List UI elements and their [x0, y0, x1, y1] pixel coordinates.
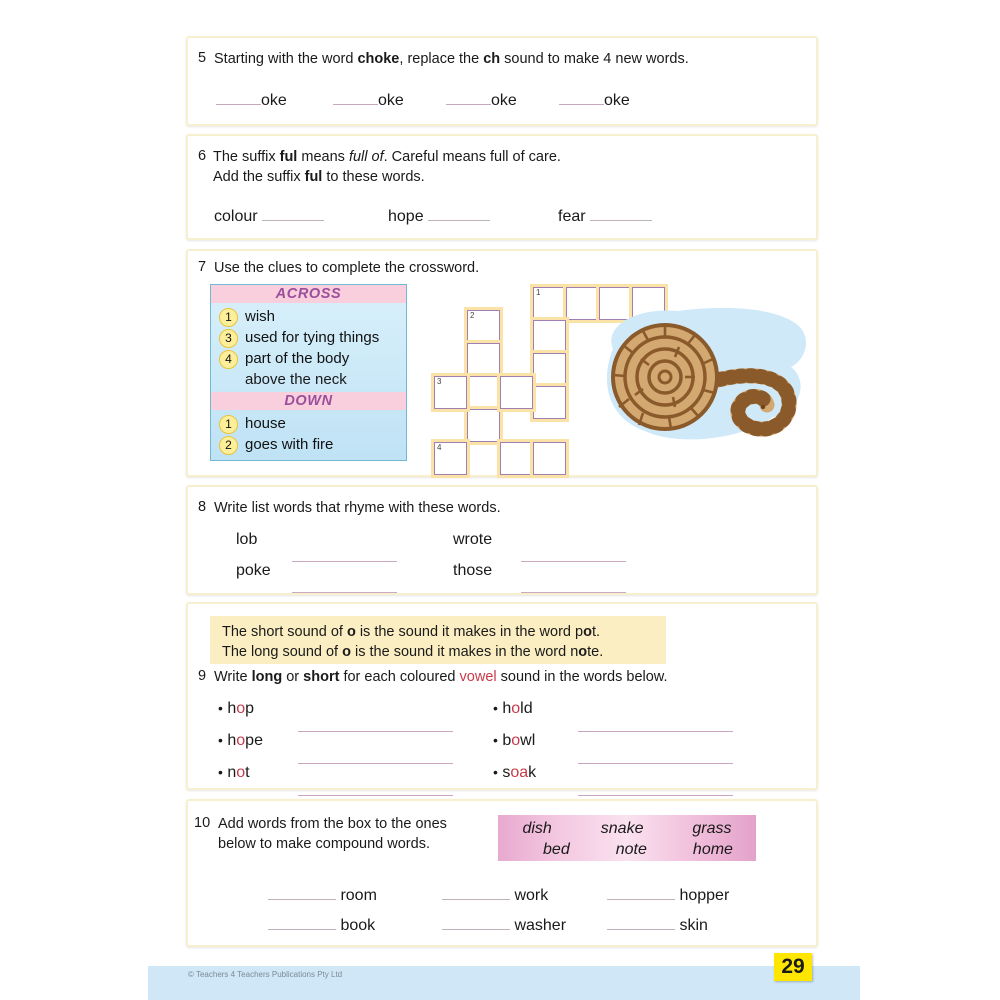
crossword-clue-panel [210, 284, 407, 461]
q6-l2-b: to these words. [322, 169, 425, 185]
q5-prompt-part2: , replace the [399, 51, 484, 67]
q8-item-wrote [453, 531, 492, 549]
q9-prompt-b: or [282, 669, 304, 685]
q9-word-vowel: vowel [459, 669, 497, 685]
q9-bowl-vowel: o [511, 732, 521, 749]
q9-hold-post: ld [520, 700, 533, 717]
q6-word-fear: fear [558, 208, 586, 225]
q9-blank-right-2[interactable] [578, 749, 733, 764]
q9-not-post: t [245, 764, 250, 781]
q10-item-book [268, 915, 375, 935]
question-6-box [186, 134, 818, 240]
q9-hop-vowel: o [236, 700, 246, 717]
question-6-prompt-line1 [213, 148, 561, 167]
question-9-box [186, 602, 818, 790]
q9-word-long: long [251, 669, 283, 685]
q9-blank-left-2[interactable] [298, 749, 453, 764]
q9-item-bowl [493, 732, 535, 750]
q6-item-2 [388, 206, 490, 226]
q8-item-lob [236, 531, 257, 549]
q10-item-work [442, 885, 548, 905]
q5-blank-3[interactable] [446, 90, 491, 105]
q5-answer-3-text: oke [491, 92, 517, 109]
crossword-cell-1down-2[interactable] [533, 320, 566, 353]
q9-item-hope [218, 732, 263, 750]
bullet-icon: • [218, 732, 223, 748]
q5-answer-1 [216, 90, 287, 110]
down-header: DOWN [211, 392, 406, 410]
clue-number-icon: 4 [219, 350, 238, 369]
word-bank-bed: bed [543, 841, 570, 858]
q8-item-poke [236, 562, 271, 580]
q8-word-lob: lob [236, 531, 258, 548]
q9-hop-post: p [245, 700, 255, 717]
bullet-icon: • [493, 700, 498, 716]
q6-l1-c: . Careful means full of care. [383, 149, 561, 165]
q9-not-vowel: o [236, 764, 246, 781]
q9-blank-right-1[interactable] [578, 717, 733, 732]
q10-item-washer [442, 915, 566, 935]
q5-answer-4 [559, 90, 630, 110]
q6-l1-b: means [297, 149, 349, 165]
page-number-badge: 29 [774, 953, 812, 981]
q8-word-poke: poke [236, 562, 271, 579]
word-bank-row-2 [498, 839, 756, 860]
q10-blank-skin[interactable] [607, 915, 675, 930]
across-clue-4 [211, 348, 406, 369]
crossword-cell-3across-1[interactable] [434, 376, 467, 409]
info-long-a: The long sound of [222, 644, 343, 660]
question-9-prompt [214, 668, 668, 687]
q6-l1-a: The suffix [213, 149, 280, 165]
question-5-box [186, 36, 818, 126]
question-9-number: 9 [198, 668, 207, 684]
across-clue-4-continuation: above the neck [245, 371, 347, 388]
q6-l2-a: Add the suffix [213, 169, 305, 185]
across-clue-1 [211, 306, 406, 327]
q10-ending-washer: washer [514, 917, 567, 934]
q8-word-those: those [453, 562, 493, 579]
question-8-number: 8 [198, 499, 207, 515]
info-long-c: te. [587, 644, 604, 660]
q9-hope-post: pe [245, 732, 263, 749]
word-bank-home: home [692, 841, 733, 858]
crossword-cell-2down-3[interactable] [467, 376, 500, 409]
q6-word-hope: hope [388, 208, 424, 225]
q5-answer-2-text: oke [378, 92, 404, 109]
q10-item-hopper [607, 885, 729, 905]
q8-blank-1[interactable] [292, 547, 397, 562]
q6-word-colour: colour [214, 208, 258, 225]
crossword-cell-4across-3[interactable] [500, 442, 533, 475]
q5-blank-2[interactable] [333, 90, 378, 105]
q8-blank-2[interactable] [521, 547, 626, 562]
q9-blank-left-1[interactable] [298, 717, 453, 732]
q9-hop-pre: h [227, 700, 237, 717]
crossword-cell-4across-4[interactable] [533, 442, 566, 475]
q6-full-of: full of [348, 149, 384, 165]
crossword-cell-1down-4[interactable] [533, 386, 566, 419]
q6-blank-3[interactable] [590, 206, 652, 221]
q9-blank-right-3[interactable] [578, 781, 733, 796]
bullet-icon: • [218, 764, 223, 780]
q9-hold-pre: h [502, 700, 512, 717]
crossword-cell-3across-3[interactable] [500, 376, 533, 409]
question-7-box [186, 249, 818, 477]
q5-prompt-part3: sound to make 4 new words. [500, 51, 689, 67]
down-clue-1-text: house [245, 415, 286, 432]
q10-blank-work[interactable] [442, 885, 510, 900]
across-clue-3 [211, 327, 406, 348]
q5-answer-3 [446, 90, 517, 110]
info-short-o: o [346, 624, 356, 640]
q10-blank-book[interactable] [268, 915, 336, 930]
q6-item-1 [214, 206, 324, 226]
q5-answer-4-text: oke [604, 92, 630, 109]
clue-number-icon: 1 [219, 308, 238, 327]
question-6-prompt-line2 [213, 168, 425, 187]
question-8-box [186, 485, 818, 595]
info-short-c: t. [591, 624, 601, 640]
word-bank-grass: grass [692, 820, 732, 837]
crossword-cell-2down-1[interactable] [467, 310, 500, 343]
crossword-cell-2down-4[interactable] [467, 409, 500, 442]
q9-not-pre: n [227, 764, 237, 781]
rope-end-detail [761, 405, 765, 409]
question-10-prompt-line1: Add words from the box to the ones [218, 816, 447, 832]
across-header: ACROSS [211, 285, 406, 303]
crossword-number-3: 3 [437, 377, 442, 386]
info-long-o: o [342, 644, 351, 660]
q6-blank-2[interactable] [428, 206, 490, 221]
question-5-number: 5 [198, 50, 207, 66]
q10-blank-washer[interactable] [442, 915, 510, 930]
q10-blank-hopper[interactable] [607, 885, 675, 900]
crossword-cell-1across-1[interactable] [533, 287, 566, 320]
q8-blank-4[interactable] [521, 578, 626, 593]
q9-prompt-d: sound in the words below. [496, 669, 668, 685]
q9-soak-pre: s [502, 764, 511, 781]
q8-word-wrote: wrote [453, 531, 493, 548]
q9-hope-pre: h [227, 732, 237, 749]
coiled-rope-illustration [583, 289, 818, 464]
question-6-number: 6 [198, 148, 207, 164]
down-clue-2 [211, 434, 406, 455]
crossword-cell-4across-1[interactable] [434, 442, 467, 475]
word-bank-snake: snake [600, 820, 644, 837]
q9-blank-left-3[interactable] [298, 781, 453, 796]
q9-item-soak [493, 764, 536, 782]
down-clue-2-text: goes with fire [245, 436, 334, 453]
bullet-icon: • [218, 700, 223, 716]
question-5-prompt [214, 50, 689, 69]
q10-ending-room: room [340, 887, 377, 904]
info-long-b: is the sound it makes in the word n [350, 644, 579, 660]
question-8-prompt: Write list words that rhyme with these words. [214, 500, 501, 516]
q5-answer-1-text: oke [261, 92, 287, 109]
q10-item-room [268, 885, 377, 905]
crossword-number-1: 1 [536, 288, 541, 297]
q5-blank-1[interactable] [216, 90, 261, 105]
q10-blank-room[interactable] [268, 885, 336, 900]
q9-hope-vowel: o [236, 732, 246, 749]
q10-ending-hopper: hopper [679, 887, 730, 904]
clue-number-icon: 2 [219, 436, 238, 455]
question-10-number: 10 [194, 815, 211, 831]
word-bank-dish: dish [522, 820, 552, 837]
word-bank-row-1 [498, 818, 756, 839]
q10-ending-skin: skin [679, 917, 708, 934]
question-7-number: 7 [198, 259, 207, 275]
q5-answer-2 [333, 90, 404, 110]
q10-ending-book: book [340, 917, 376, 934]
q6-blank-1[interactable] [262, 206, 324, 221]
info-line-long [222, 642, 656, 662]
across-clue-4-text: part of the body [245, 350, 350, 367]
down-clue-1 [211, 413, 406, 434]
q9-prompt-a: Write [214, 669, 252, 685]
copyright-text: © Teachers 4 Teachers Publications Pty Ltd [188, 970, 343, 979]
q9-item-not [218, 764, 250, 782]
q9-item-hop [218, 700, 254, 718]
info-short-o2: o [583, 624, 592, 640]
word-bank-box [498, 815, 756, 861]
q9-soak-vowel: oa [510, 764, 529, 781]
crossword-number-4: 4 [437, 443, 442, 452]
q5-sound-ch: ch [483, 51, 501, 67]
clue-number-icon: 3 [219, 329, 238, 348]
question-10-prompt-line2: below to make compound words. [218, 836, 430, 852]
bullet-icon: • [493, 764, 498, 780]
q5-word-choke: choke [357, 51, 400, 67]
question-10-box [186, 799, 818, 947]
across-clue-1-text: wish [245, 308, 276, 325]
q10-ending-work: work [514, 887, 549, 904]
rope-coil-outer [613, 325, 717, 429]
q9-prompt-c: for each coloured [339, 669, 460, 685]
sound-info-box [210, 616, 666, 664]
info-long-o2: o [578, 644, 588, 660]
q5-blank-4[interactable] [559, 90, 604, 105]
word-bank-note: note [615, 841, 647, 858]
q5-prompt-part1: Starting with the word [214, 51, 358, 67]
info-short-a: The short sound of [222, 624, 347, 640]
q6-suffix-ful-2: ful [304, 169, 323, 185]
rope-svg [583, 289, 818, 464]
crossword-cell-2down-2[interactable] [467, 343, 500, 376]
q9-word-short: short [303, 669, 340, 685]
q9-hold-vowel: o [511, 700, 521, 717]
question-7-prompt: Use the clues to complete the crossword. [214, 260, 480, 276]
q10-item-skin [607, 915, 708, 935]
q6-suffix-ful-1: ful [279, 149, 298, 165]
q9-bowl-post: wl [520, 732, 536, 749]
bullet-icon: • [493, 732, 498, 748]
across-clue-3-text: used for tying things [245, 329, 380, 346]
crossword-number-2: 2 [470, 311, 475, 320]
q8-item-those [453, 562, 492, 580]
clue-number-icon: 1 [219, 415, 238, 434]
q9-bowl-pre: b [502, 732, 512, 749]
q9-soak-post: k [528, 764, 537, 781]
crossword-cell-1down-3[interactable] [533, 353, 566, 386]
info-line-short [222, 622, 656, 642]
q9-item-hold [493, 700, 533, 718]
q8-blank-3[interactable] [292, 578, 397, 593]
q6-item-3 [558, 206, 652, 226]
info-short-b: is the sound it makes in the word p [355, 624, 584, 640]
